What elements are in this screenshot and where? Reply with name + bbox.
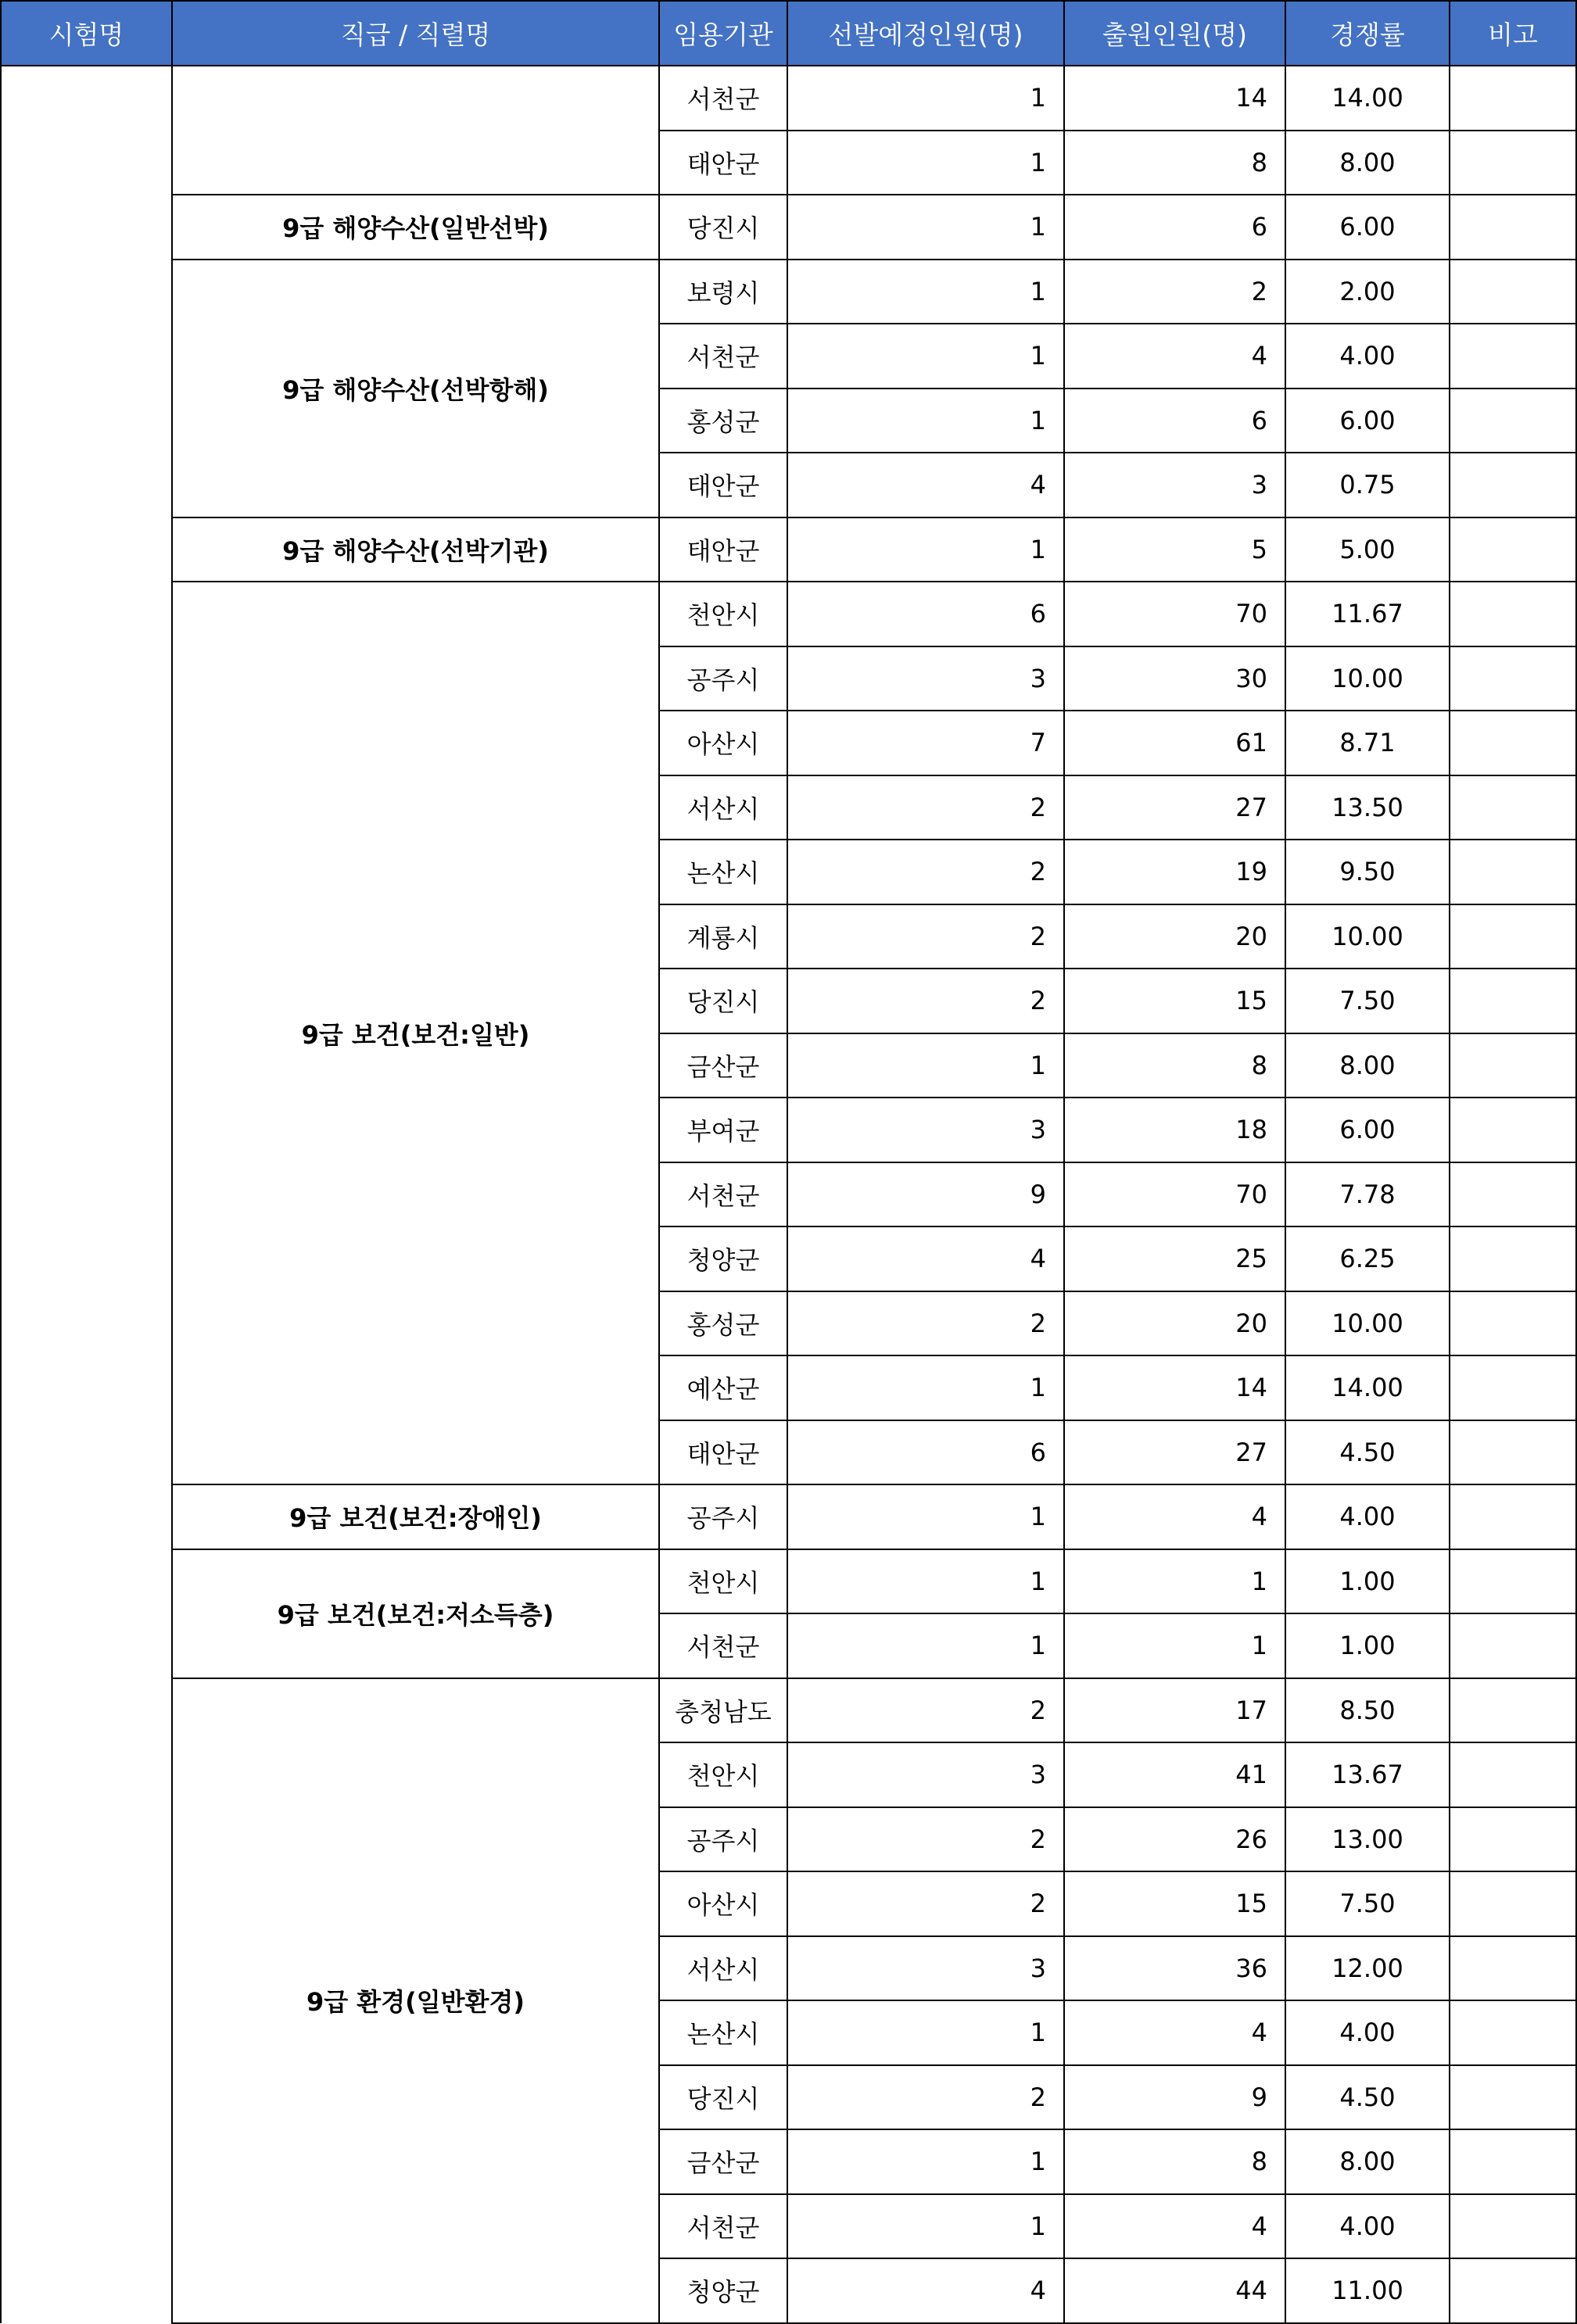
- planned-cell: 1: [787, 1033, 1064, 1098]
- planned-cell: 6: [787, 1420, 1064, 1485]
- applicants-cell: 3: [1064, 453, 1285, 517]
- org-cell: 당진시: [659, 2065, 787, 2130]
- rate-cell: 1.00: [1285, 1549, 1450, 1614]
- rate-cell: 5.00: [1285, 517, 1450, 582]
- planned-cell: 1: [787, 66, 1064, 131]
- note-cell: [1450, 2065, 1576, 2130]
- rate-cell: 6.25: [1285, 1226, 1450, 1291]
- planned-cell: 1: [787, 389, 1064, 453]
- header-note: 비고: [1450, 1, 1576, 66]
- note-cell: [1450, 582, 1576, 646]
- planned-cell: 1: [787, 324, 1064, 389]
- note-cell: [1450, 2000, 1576, 2065]
- applicants-cell: 70: [1064, 582, 1285, 646]
- applicants-cell: 1: [1064, 1613, 1285, 1678]
- applicants-cell: 4: [1064, 2000, 1285, 2065]
- applicants-cell: 17: [1064, 1678, 1285, 1743]
- planned-cell: 1: [787, 2000, 1064, 2065]
- org-cell: 서천군: [659, 324, 787, 389]
- rate-cell: 10.00: [1285, 904, 1450, 969]
- org-cell: 청양군: [659, 2258, 787, 2323]
- applicants-cell: 8: [1064, 131, 1285, 195]
- org-cell: 홍성군: [659, 1291, 787, 1356]
- org-cell: 공주시: [659, 646, 787, 711]
- note-cell: [1450, 1484, 1576, 1549]
- position-cell: 9급 환경(일반환경): [172, 1678, 659, 2323]
- position-cell: 9급 보건(보건:저소득층): [172, 1549, 659, 1678]
- planned-cell: 2: [787, 1678, 1064, 1743]
- org-cell: 당진시: [659, 195, 787, 260]
- org-cell: 논산시: [659, 840, 787, 904]
- table-row: [1, 260, 1576, 324]
- note-cell: [1450, 2129, 1576, 2194]
- applicants-cell: 14: [1064, 66, 1285, 131]
- rate-cell: 7.78: [1285, 1162, 1450, 1227]
- rate-cell: 12.00: [1285, 1936, 1450, 2001]
- org-cell: 아산시: [659, 1871, 787, 1936]
- planned-cell: 7: [787, 711, 1064, 775]
- org-cell: 금산군: [659, 1033, 787, 1098]
- applicants-cell: 25: [1064, 1226, 1285, 1291]
- applicants-cell: 27: [1064, 1420, 1285, 1485]
- planned-cell: 2: [787, 969, 1064, 1033]
- planned-cell: 2: [787, 1871, 1064, 1936]
- rate-cell: 4.00: [1285, 324, 1450, 389]
- applicants-cell: 6: [1064, 195, 1285, 260]
- applicants-cell: 8: [1064, 2129, 1285, 2194]
- applicants-cell: 5: [1064, 517, 1285, 582]
- note-cell: [1450, 1613, 1576, 1678]
- planned-cell: 3: [787, 1742, 1064, 1807]
- applicants-cell: 2: [1064, 260, 1285, 324]
- org-cell: 당진시: [659, 969, 787, 1033]
- org-cell: 서산시: [659, 1936, 787, 2001]
- note-cell: [1450, 904, 1576, 969]
- applicants-cell: 26: [1064, 1807, 1285, 1872]
- rate-cell: 11.67: [1285, 582, 1450, 646]
- planned-cell: 1: [787, 1484, 1064, 1549]
- org-cell: 태안군: [659, 453, 787, 517]
- position-cell: 9급 해양수산(일반선박): [172, 195, 659, 260]
- rate-cell: 14.00: [1285, 1355, 1450, 1420]
- rate-cell: 4.00: [1285, 1484, 1450, 1549]
- note-cell: [1450, 1420, 1576, 1485]
- org-cell: 예산군: [659, 1355, 787, 1420]
- table-row: [1, 1549, 1576, 1614]
- table-row: [1, 1484, 1576, 1549]
- org-cell: 충청남도: [659, 1678, 787, 1743]
- org-cell: 천안시: [659, 1742, 787, 1807]
- planned-cell: 2: [787, 840, 1064, 904]
- org-cell: 논산시: [659, 2000, 787, 2065]
- org-cell: 서천군: [659, 2194, 787, 2259]
- applicants-cell: 41: [1064, 1742, 1285, 1807]
- note-cell: [1450, 517, 1576, 582]
- planned-cell: 1: [787, 1355, 1064, 1420]
- applicants-cell: 14: [1064, 1355, 1285, 1420]
- rate-cell: 13.50: [1285, 775, 1450, 840]
- rate-cell: 13.00: [1285, 1807, 1450, 1872]
- applicants-cell: 70: [1064, 1162, 1285, 1227]
- note-cell: [1450, 1742, 1576, 1807]
- note-cell: [1450, 1226, 1576, 1291]
- position-cell: 9급 해양수산(선박항해): [172, 260, 659, 517]
- note-cell: [1450, 1807, 1576, 1872]
- org-cell: 서천군: [659, 66, 787, 131]
- note-cell: [1450, 1162, 1576, 1227]
- planned-cell: 1: [787, 260, 1064, 324]
- rate-cell: 1.00: [1285, 1613, 1450, 1678]
- header-rate: 경쟁률: [1285, 1, 1450, 66]
- rate-cell: 13.67: [1285, 1742, 1450, 1807]
- rate-cell: 8.71: [1285, 711, 1450, 775]
- org-cell: 금산군: [659, 2129, 787, 2194]
- table-row: [1, 1678, 1576, 1743]
- applicants-cell: 4: [1064, 1484, 1285, 1549]
- applicants-cell: 4: [1064, 324, 1285, 389]
- header-planned: 선발예정인원(명): [787, 1, 1064, 66]
- planned-cell: 2: [787, 904, 1064, 969]
- planned-cell: 3: [787, 1936, 1064, 2001]
- rate-cell: 4.50: [1285, 1420, 1450, 1485]
- header-exam-name: 시험명: [1, 1, 172, 66]
- org-cell: 태안군: [659, 517, 787, 582]
- note-cell: [1450, 453, 1576, 517]
- rate-cell: 7.50: [1285, 1871, 1450, 1936]
- note-cell: [1450, 1871, 1576, 1936]
- rate-cell: 4.00: [1285, 2000, 1450, 2065]
- exam-name-cell: [1, 66, 172, 2323]
- planned-cell: 2: [787, 1291, 1064, 1356]
- header-org: 임용기관: [659, 1, 787, 66]
- note-cell: [1450, 131, 1576, 195]
- planned-cell: 1: [787, 2194, 1064, 2259]
- header-applicants: 출원인원(명): [1064, 1, 1285, 66]
- planned-cell: 4: [787, 453, 1064, 517]
- applicants-cell: 8: [1064, 1033, 1285, 1098]
- org-cell: 부여군: [659, 1098, 787, 1162]
- org-cell: 서산시: [659, 775, 787, 840]
- planned-cell: 3: [787, 646, 1064, 711]
- applicants-cell: 15: [1064, 969, 1285, 1033]
- applicants-cell: 19: [1064, 840, 1285, 904]
- org-cell: 공주시: [659, 1807, 787, 1872]
- rate-cell: 6.00: [1285, 195, 1450, 260]
- planned-cell: 4: [787, 2258, 1064, 2323]
- rate-cell: 10.00: [1285, 646, 1450, 711]
- planned-cell: 4: [787, 1226, 1064, 1291]
- rate-cell: 11.00: [1285, 2258, 1450, 2323]
- planned-cell: 1: [787, 1549, 1064, 1614]
- note-cell: [1450, 2258, 1576, 2323]
- org-cell: 서천군: [659, 1613, 787, 1678]
- org-cell: 서천군: [659, 1162, 787, 1227]
- note-cell: [1450, 775, 1576, 840]
- rate-cell: 7.50: [1285, 969, 1450, 1033]
- planned-cell: 1: [787, 131, 1064, 195]
- rate-cell: 6.00: [1285, 1098, 1450, 1162]
- position-cell: [172, 66, 659, 195]
- note-cell: [1450, 1355, 1576, 1420]
- note-cell: [1450, 646, 1576, 711]
- org-cell: 태안군: [659, 1420, 787, 1485]
- note-cell: [1450, 1033, 1576, 1098]
- org-cell: 공주시: [659, 1484, 787, 1549]
- note-cell: [1450, 711, 1576, 775]
- position-cell: 9급 보건(보건:장애인): [172, 1484, 659, 1549]
- planned-cell: 1: [787, 2129, 1064, 2194]
- applicants-cell: 18: [1064, 1098, 1285, 1162]
- rate-cell: 10.00: [1285, 1291, 1450, 1356]
- note-cell: [1450, 389, 1576, 453]
- rate-cell: 4.00: [1285, 2194, 1450, 2259]
- table-row: [1, 582, 1576, 646]
- planned-cell: 1: [787, 1613, 1064, 1678]
- applicants-cell: 61: [1064, 711, 1285, 775]
- org-cell: 아산시: [659, 711, 787, 775]
- header-position: 직급 / 직렬명: [172, 1, 659, 66]
- rate-cell: 8.00: [1285, 2129, 1450, 2194]
- note-cell: [1450, 2194, 1576, 2259]
- org-cell: 보령시: [659, 260, 787, 324]
- note-cell: [1450, 66, 1576, 131]
- rate-cell: 6.00: [1285, 389, 1450, 453]
- rate-cell: 0.75: [1285, 453, 1450, 517]
- note-cell: [1450, 195, 1576, 260]
- planned-cell: 2: [787, 775, 1064, 840]
- org-cell: 홍성군: [659, 389, 787, 453]
- applicants-cell: 44: [1064, 2258, 1285, 2323]
- planned-cell: 2: [787, 1807, 1064, 1872]
- note-cell: [1450, 260, 1576, 324]
- org-cell: 천안시: [659, 1549, 787, 1614]
- note-cell: [1450, 324, 1576, 389]
- org-cell: 계룡시: [659, 904, 787, 969]
- applicants-cell: 30: [1064, 646, 1285, 711]
- position-cell: 9급 해양수산(선박기관): [172, 517, 659, 582]
- note-cell: [1450, 1098, 1576, 1162]
- planned-cell: 2: [787, 2065, 1064, 2130]
- org-cell: 청양군: [659, 1226, 787, 1291]
- table-row: [1, 195, 1576, 260]
- rate-cell: 2.00: [1285, 260, 1450, 324]
- applicants-cell: 27: [1064, 775, 1285, 840]
- note-cell: [1450, 840, 1576, 904]
- applicants-cell: 9: [1064, 2065, 1285, 2130]
- applicants-cell: 20: [1064, 904, 1285, 969]
- applicants-cell: 6: [1064, 389, 1285, 453]
- applicants-cell: 4: [1064, 2194, 1285, 2259]
- applicants-cell: 20: [1064, 1291, 1285, 1356]
- table-row: [1, 517, 1576, 582]
- planned-cell: 1: [787, 517, 1064, 582]
- rate-cell: 8.00: [1285, 1033, 1450, 1098]
- rate-cell: 14.00: [1285, 66, 1450, 131]
- planned-cell: 6: [787, 582, 1064, 646]
- note-cell: [1450, 1936, 1576, 2001]
- org-cell: 태안군: [659, 131, 787, 195]
- planned-cell: 9: [787, 1162, 1064, 1227]
- table-row: [1, 66, 1576, 131]
- note-cell: [1450, 1678, 1576, 1743]
- position-cell: 9급 보건(보건:일반): [172, 582, 659, 1484]
- header-row: [1, 1, 1576, 66]
- rate-cell: 4.50: [1285, 2065, 1450, 2130]
- note-cell: [1450, 1549, 1576, 1614]
- table-body: [1, 66, 1576, 2323]
- planned-cell: 1: [787, 195, 1064, 260]
- note-cell: [1450, 969, 1576, 1033]
- org-cell: 천안시: [659, 582, 787, 646]
- rate-cell: 9.50: [1285, 840, 1450, 904]
- rate-cell: 8.00: [1285, 131, 1450, 195]
- applicants-cell: 15: [1064, 1871, 1285, 1936]
- applicants-cell: 1: [1064, 1549, 1285, 1614]
- note-cell: [1450, 1291, 1576, 1356]
- applicants-cell: 36: [1064, 1936, 1285, 2001]
- rate-cell: 8.50: [1285, 1678, 1450, 1743]
- planned-cell: 3: [787, 1098, 1064, 1162]
